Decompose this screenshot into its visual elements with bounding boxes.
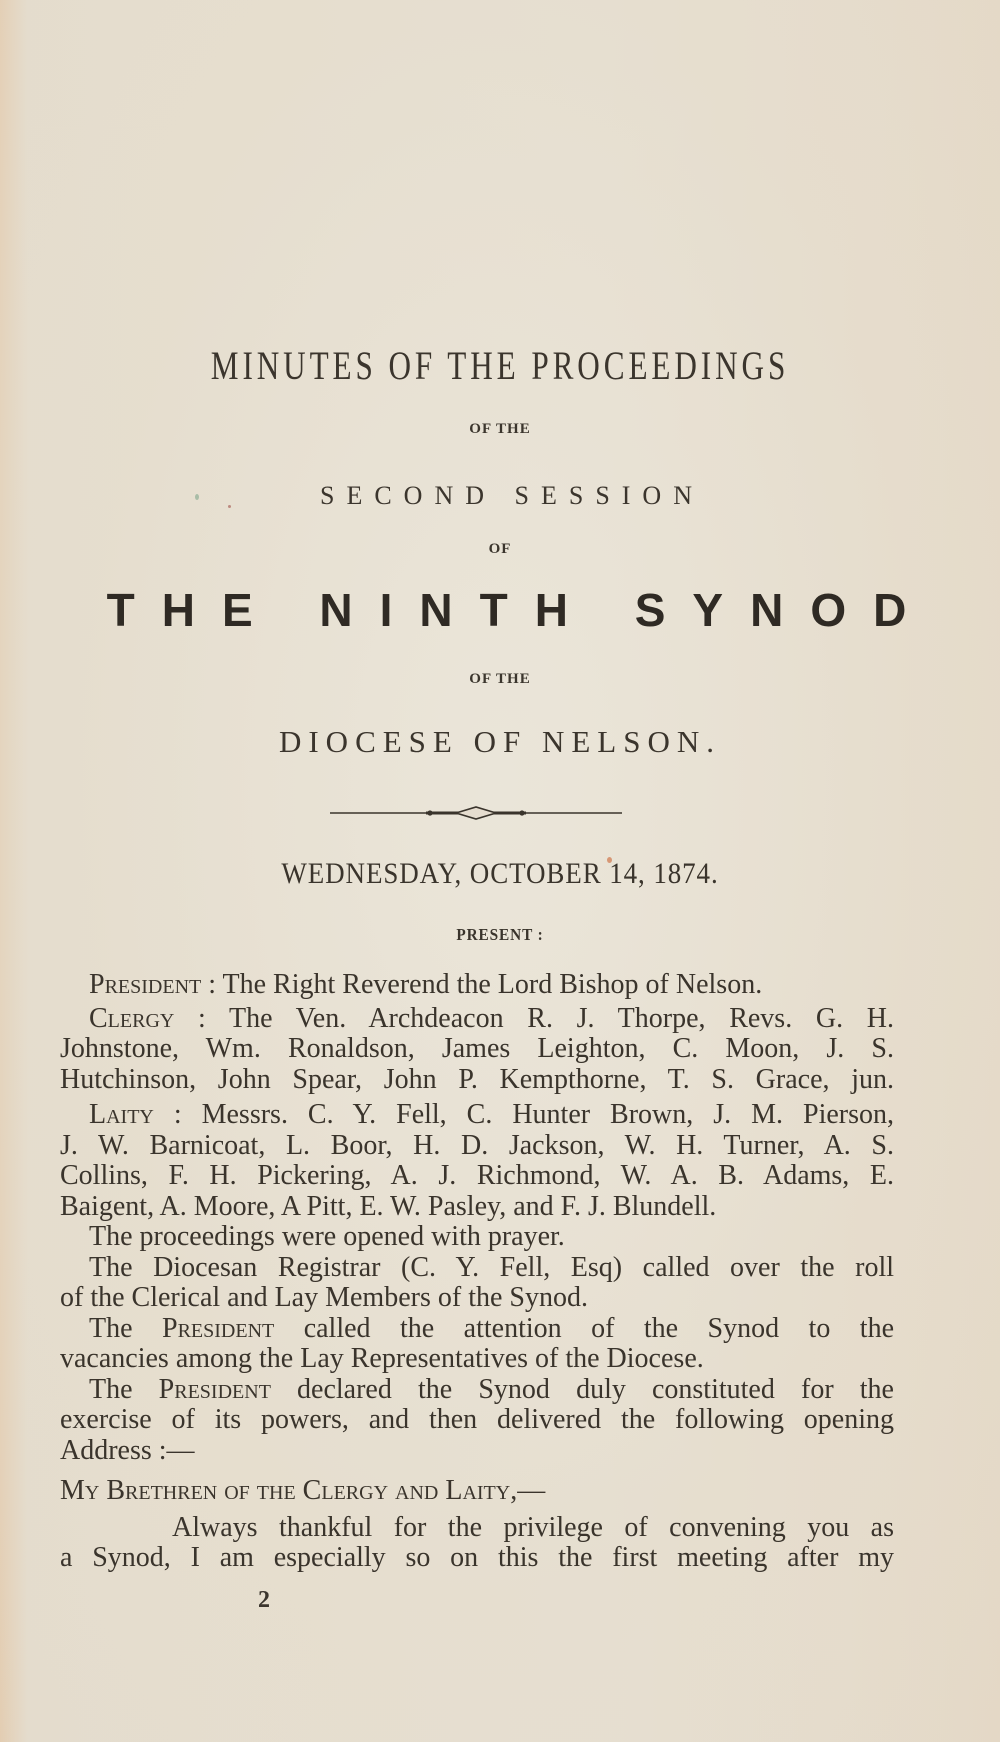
title-minutes: MINUTES OF THE PROCEEDINGS [210,343,790,388]
laity-line-2: J. W. Barnicoat, L. Boor, H. D. Jackson, W. H. Turner, A. S. [60,1129,894,1161]
title-synod: THE NINTH SYNOD [106,584,934,636]
president-label: President [89,969,202,1000]
address-salutation: My Brethren of the Clergy and Laity,— [60,1475,546,1506]
meeting-date: WEDNESDAY, OCTOBER 14, 1874. [281,857,719,890]
ornamental-rule-icon [330,803,622,823]
laity-line-3: Collins, F. H. Pickering, A. J. Richmond, W. A. B. Adams, E. [60,1160,894,1191]
title-diocese: DIOCESE OF NELSON. [278,724,722,759]
registrar-line-2: of the Clerical and Lay Members of the Synod. [60,1282,588,1313]
prayer-line: The proceedings were opened with prayer. [89,1221,565,1252]
clergy-line-2: Johnstone, Wm. Ronaldson, James Leighton, C. Moon, J. S. [60,1033,894,1064]
declared-line-1: The President declared the Synod duly constituted for the [89,1373,894,1405]
signature-mark: 2 [258,1587,270,1613]
declared-line-2: exercise of its powers, and then delivered the following opening [60,1404,894,1435]
clergy-line-3: Hutchinson, John Spear, John P. Kempthorne, T. S. Grace, jun. [60,1063,894,1095]
president-line: President : The Right Reverend the Lord Bishop of Nelson. [89,969,763,1000]
present-heading: PRESENT : [456,925,544,944]
president-name: The Right Reverend the Lord Bishop of Nelson. [222,969,763,1000]
title-of: OF [488,541,512,557]
laity-line-4: Baigent, A. Moore, A Pitt, E. W. Pasley, and F. J. Blundell. [60,1190,717,1222]
laity-label: Laity [89,1099,154,1130]
address-line-2: a Synod, I am especially so on this the first meeting after my [60,1542,894,1573]
minutes-body [60,970,894,1574]
laity-line-1: Laity : Messrs. C. Y. Fell, C. Hunter Brown, J. M. Pierson, [89,1099,894,1130]
title-session: SECOND SESSION [320,481,704,510]
registrar-line-1: The Diocesan Registrar (C. Y. Fell, Esq) called over the roll [89,1251,894,1283]
clergy-line-1: Clergy : The Ven. Archdeacon R. J. Thorpe, Revs. G. H. [89,1002,894,1034]
title-of-the-2: OF THE [469,671,531,687]
declared-line-3: Address :— [60,1434,195,1466]
clergy-label: Clergy [89,1002,175,1034]
address-line-1: Always thankful for the privilege of convening you as [172,1511,894,1543]
vacancies-line-2: vacancies among the Lay Representatives of the Diocese. [60,1343,704,1374]
vacancies-line-1: The President called the attention of the Synod to the [89,1312,894,1344]
title-of-the: OF THE [469,421,531,437]
